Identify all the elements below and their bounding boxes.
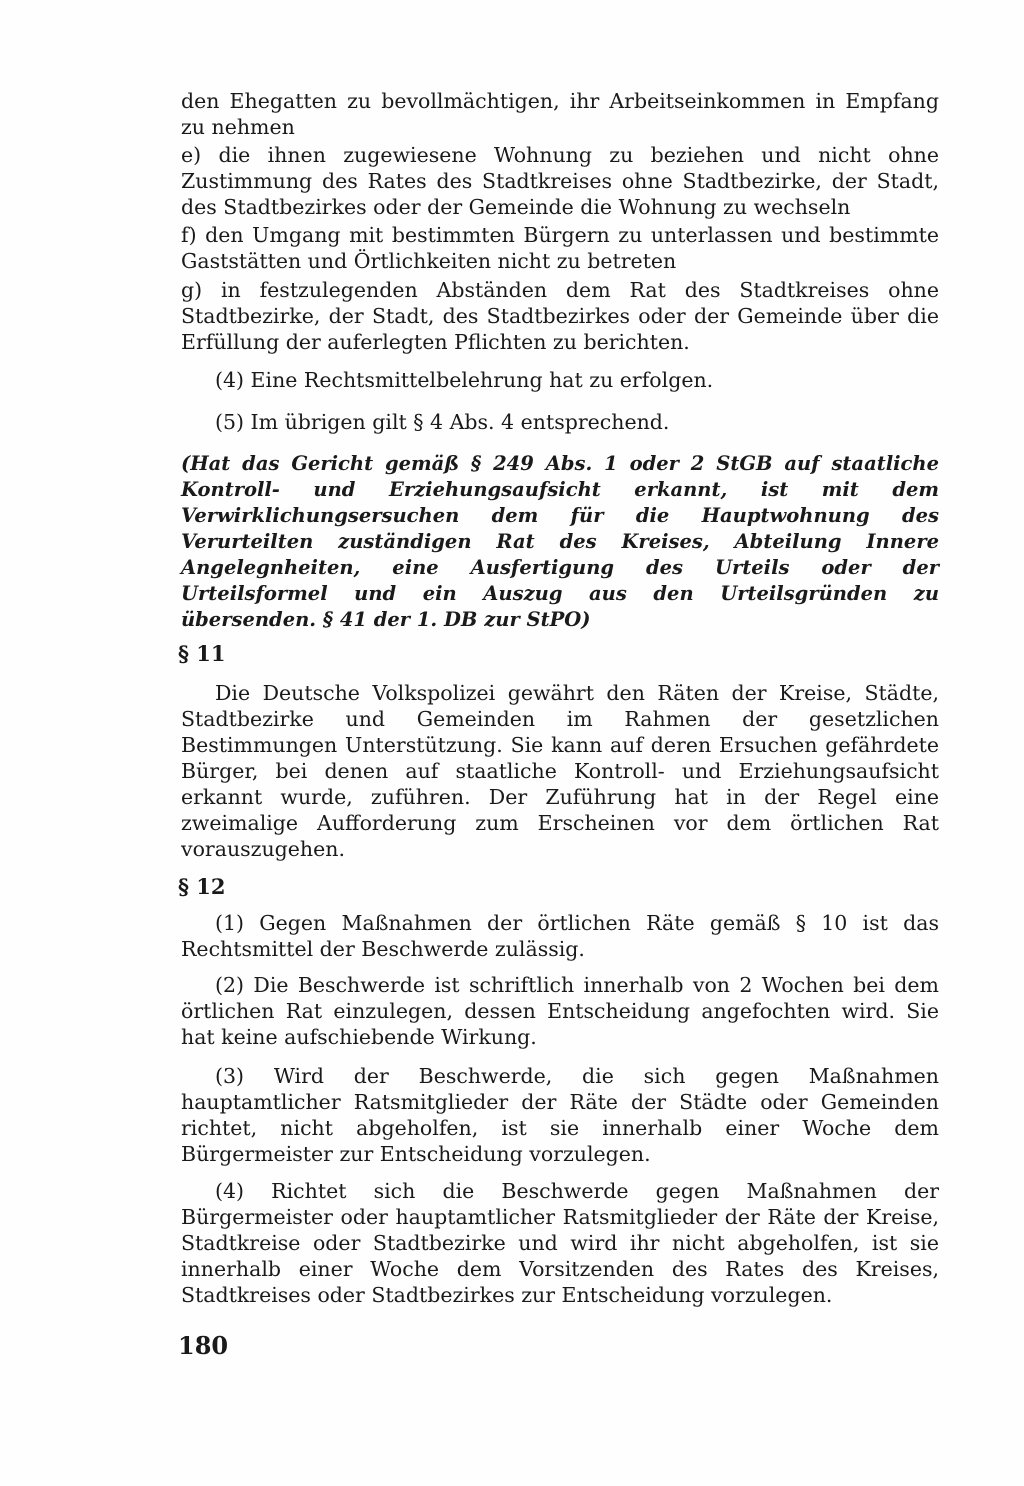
list-item-e: e) die ihnen zugewiesene Wohnung zu beziehen und nicht ohne Zustimmung des Rates des Stadtkreises ohne Stadtbezirke, der Stadt, des Stadtbezirkes oder der Gemeinde die Wohnung zu wechseln <box>181 143 939 219</box>
section-12-paragraph-3: (3) Wird der Beschwerde, die sich gegen Maßnahmen hauptamtlicher Ratsmitglieder der Räte der Städte oder Gemeinden richtet, nicht abgeholfen, ist sie innerhalb einer Woche dem Bürgermeister zur Entscheidung vorzulegen. <box>181 1064 939 1166</box>
paragraph-5: (5) Im übrigen gilt § 4 Abs. 4 entsprechend. <box>215 410 670 434</box>
list-item-g: g) in festzulegenden Abständen dem Rat des Stadtkreises ohne Stadtbezirke, der Stadt, des Stadtbezirkes oder der Gemeinde über die Erfüllung der auferlegten Pflichten zu berichten. <box>181 278 939 354</box>
section-11-paragraph: Die Deutsche Volkspolizei gewährt den Räten der Kreise, Städte, Stadtbezirke und Gemeinden im Rahmen der gesetzlichen Bestimmungen Unterstützung. Sie kann auf deren Ersuchen gefährdete Bürger, bei denen auf staatliche Kontroll- und Erziehungsaufsicht erkannt wurde, zuführen. Der Zuführung hat in der Regel eine zweimalige Aufforderung zum Erscheinen vor dem örtlichen Rat vorauszugehen. <box>181 681 939 861</box>
court-note: (Hat das Gericht gemäß § 249 Abs. 1 oder 2 StGB auf staatliche Kontroll- und Erziehungsaufsicht erkannt, ist mit dem Verwirklichungsersuchen dem für die Hauptwohnung des Verurteilten zuständigen Rat des Kreises, Abteilung Innere Angelegnheiten, eine Ausfertigung des Urteils oder der Urteilsformel und ein Auszug aus den Urteilsgründen zu übersenden. § 41 der 1. DB zur StPO) <box>181 452 939 631</box>
page-number: 180 <box>178 1331 229 1360</box>
paragraph-4: (4) Eine Rechtsmittelbelehrung hat zu erfolgen. <box>215 368 714 392</box>
continuation-paragraph: den Ehegatten zu bevollmächtigen, ihr Arbeitseinkommen in Empfang zu nehmen <box>181 89 939 139</box>
section-12-paragraph-2: (2) Die Beschwerde ist schriftlich innerhalb von 2 Wochen bei dem örtlichen Rat einzulegen, dessen Entscheidung angefochten wird. Sie hat keine aufschiebende Wirkung. <box>181 973 939 1049</box>
section-12-heading: § 12 <box>178 874 226 899</box>
section-12-paragraph-4: (4) Richtet sich die Beschwerde gegen Maßnahmen der Bürgermeister oder hauptamtlicher Ratsmitglieder der Räte der Kreise, Stadtkreise oder Stadtbezirke und wird ihr nicht abgeholfen, ist sie innerhalb einer Woche dem Vorsitzenden des Rates des Kreises, Stadtkreises oder Stadtbezirkes zur Entscheidung vorzulegen. <box>181 1179 939 1307</box>
section-12-paragraph-1: (1) Gegen Maßnahmen der örtlichen Räte gemäß § 10 ist das Rechtsmittel der Beschwerde zulässig. <box>181 911 939 961</box>
section-11-heading: § 11 <box>178 641 226 666</box>
list-item-f: f) den Umgang mit bestimmten Bürgern zu unterlassen und bestimmte Gaststätten und Örtlichkeiten nicht zu betreten <box>181 223 939 273</box>
